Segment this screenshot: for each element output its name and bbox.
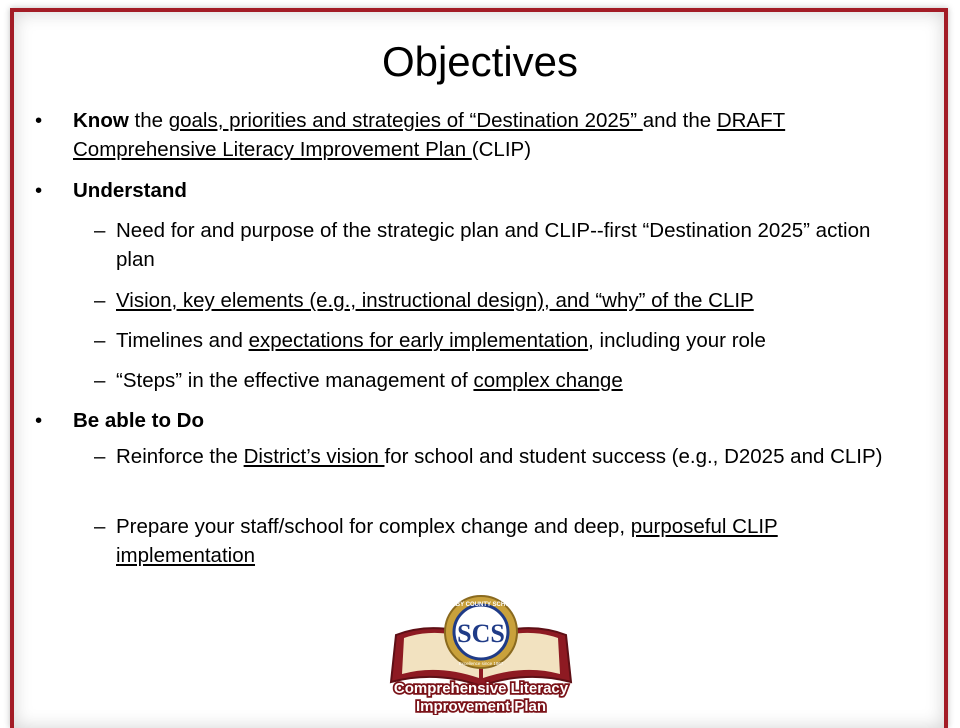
- understand-lead: Understand: [73, 179, 187, 202]
- bullet-understand: [35, 176, 893, 205]
- dash-marker: –: [94, 219, 106, 242]
- understand-item-1: [94, 216, 906, 274]
- bullet-do: [35, 406, 893, 435]
- know-lead: Know: [73, 109, 129, 132]
- understand-item-2: [94, 286, 906, 315]
- know-text-2: and the: [642, 109, 717, 132]
- seal-since-text: Excellence since 1867: [458, 661, 504, 666]
- dash-marker: –: [94, 445, 106, 468]
- dash-marker: –: [94, 369, 106, 392]
- do-item-1-text: Reinforce the: [116, 445, 244, 468]
- know-underlined-2: DRAFT Comprehensive Literacy Improvement Plan: [73, 109, 786, 161]
- understand-item-3-underlined: expectations for early implementation: [248, 329, 589, 352]
- slide-title: Objectives: [381, 38, 579, 85]
- understand-item-4: [94, 366, 906, 395]
- dash-marker: –: [94, 515, 106, 538]
- know-underlined-1: goals, priorities and strategies of “Destination 2025”: [168, 109, 643, 132]
- do-item-1-underlined: District’s vision: [243, 445, 385, 468]
- do-item-2: [94, 512, 906, 570]
- do-item-1: [94, 442, 906, 471]
- understand-item-2-text: Vision, key elements (e.g., instructional design), and “why” of the CLIP: [116, 289, 754, 312]
- bullet-dot: •: [35, 109, 43, 132]
- bullet-know: [35, 106, 893, 164]
- understand-item-3-text-2: , including your role: [588, 329, 766, 352]
- understand-item-4-text: “Steps” in the effective management of: [116, 369, 474, 392]
- do-item-2-text: Prepare your staff/school for complex change and deep,: [116, 515, 631, 538]
- understand-item-4-underlined: complex change: [473, 369, 623, 392]
- understand-item-3: [94, 326, 906, 355]
- understand-item-1-text: Need for and purpose of the strategic plan and CLIP--first “Destination 2025” action plan: [116, 219, 871, 271]
- bullet-dot: •: [35, 409, 43, 432]
- seal-ring-text: SHELBY COUNTY SCHOOLS: [439, 602, 523, 608]
- bullet-dot: •: [35, 179, 43, 202]
- know-text-1: the: [128, 109, 169, 132]
- clip-logo: [376, 590, 586, 715]
- seal-letters: SCS: [457, 619, 505, 648]
- understand-item-3-text: Timelines and: [116, 329, 249, 352]
- know-text-3: (CLIP): [471, 138, 532, 161]
- logo-line-1: Comprehensive Literacy: [393, 680, 569, 697]
- logo-line-2: Improvement Plan: [415, 698, 547, 715]
- dash-marker: –: [94, 289, 106, 312]
- do-item-1-text-2: for school and student success (e.g., D2025 and CLIP): [384, 445, 883, 468]
- do-lead: Be able to Do: [73, 409, 204, 432]
- do-item-2-underlined: purposeful CLIP implementation: [116, 515, 778, 567]
- dash-marker: –: [94, 329, 106, 352]
